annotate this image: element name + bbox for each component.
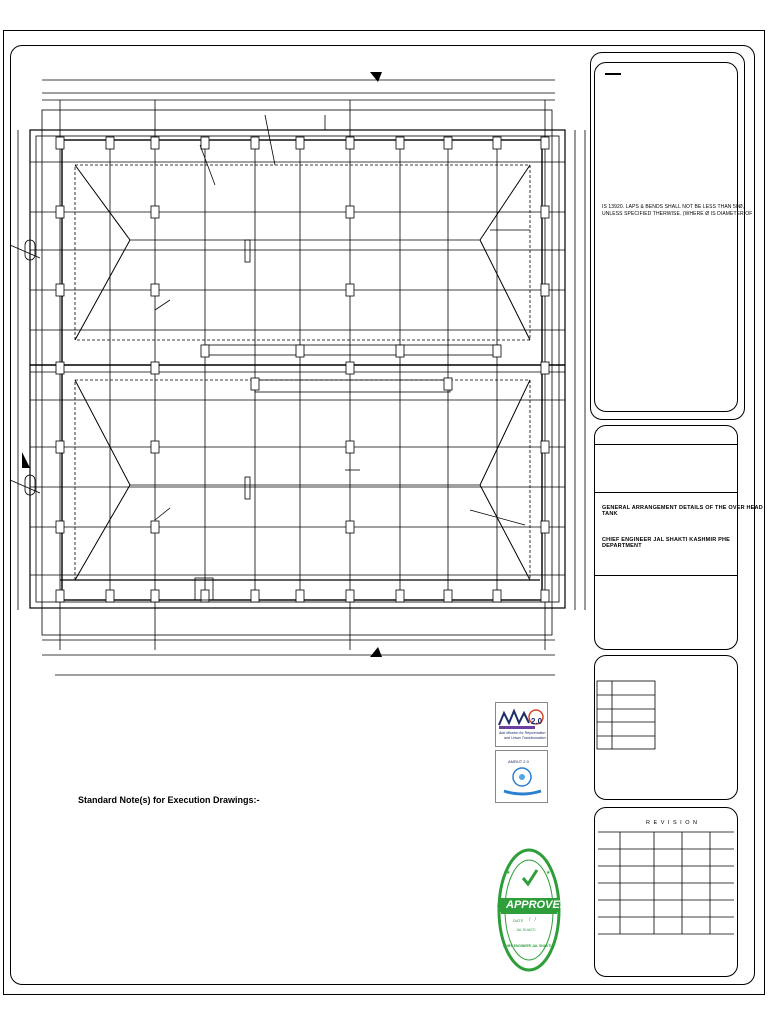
authority-name: CHIEF ENGINEER JAL SHAKTI KASHMIR PHE DEPARTMENT [602, 537, 731, 549]
amrut-line-2: and Urban Transformation [504, 736, 546, 740]
amrut2-label: AMRUT 2.0 [508, 759, 529, 764]
revision-label: R E V I S I O N [646, 820, 698, 826]
section-marker-bottom [370, 647, 382, 657]
amrut-mark: 2.0 [531, 717, 543, 726]
svg-text:★: ★ [506, 870, 511, 876]
stamp-approved-text: APPROVED [506, 899, 568, 911]
stamp-inner-text: JAL SHAKTI [516, 928, 536, 932]
stamp-date-prefix: DATE [513, 918, 524, 923]
svg-text:★: ★ [546, 870, 551, 876]
section-marker-left [22, 452, 30, 468]
spec-note-line-1: IS 13920. LAPS & BENDS SHALL NOT BE LESS THAN 50Ø, [602, 204, 745, 210]
amrut-line-1: Atal Mission for Rejuvenation [499, 731, 546, 735]
stamp-ring-text: CHIEF ENGINEER JAL SHAKTI [503, 944, 552, 948]
standard-notes-heading: Standard Note(s) for Execution Drawings:- [78, 795, 260, 805]
stamp-date-slashes: / / [529, 917, 536, 923]
drawing-title: GENERAL ARRANGEMENT DETAILS OF THE OVER HEAD TANK [602, 505, 763, 517]
spec-note-line-2: UNLESS SPECIFIED THERWISE. (WHERE Ø IS DIAMETER OF [602, 211, 753, 217]
section-marker-top [370, 72, 382, 82]
